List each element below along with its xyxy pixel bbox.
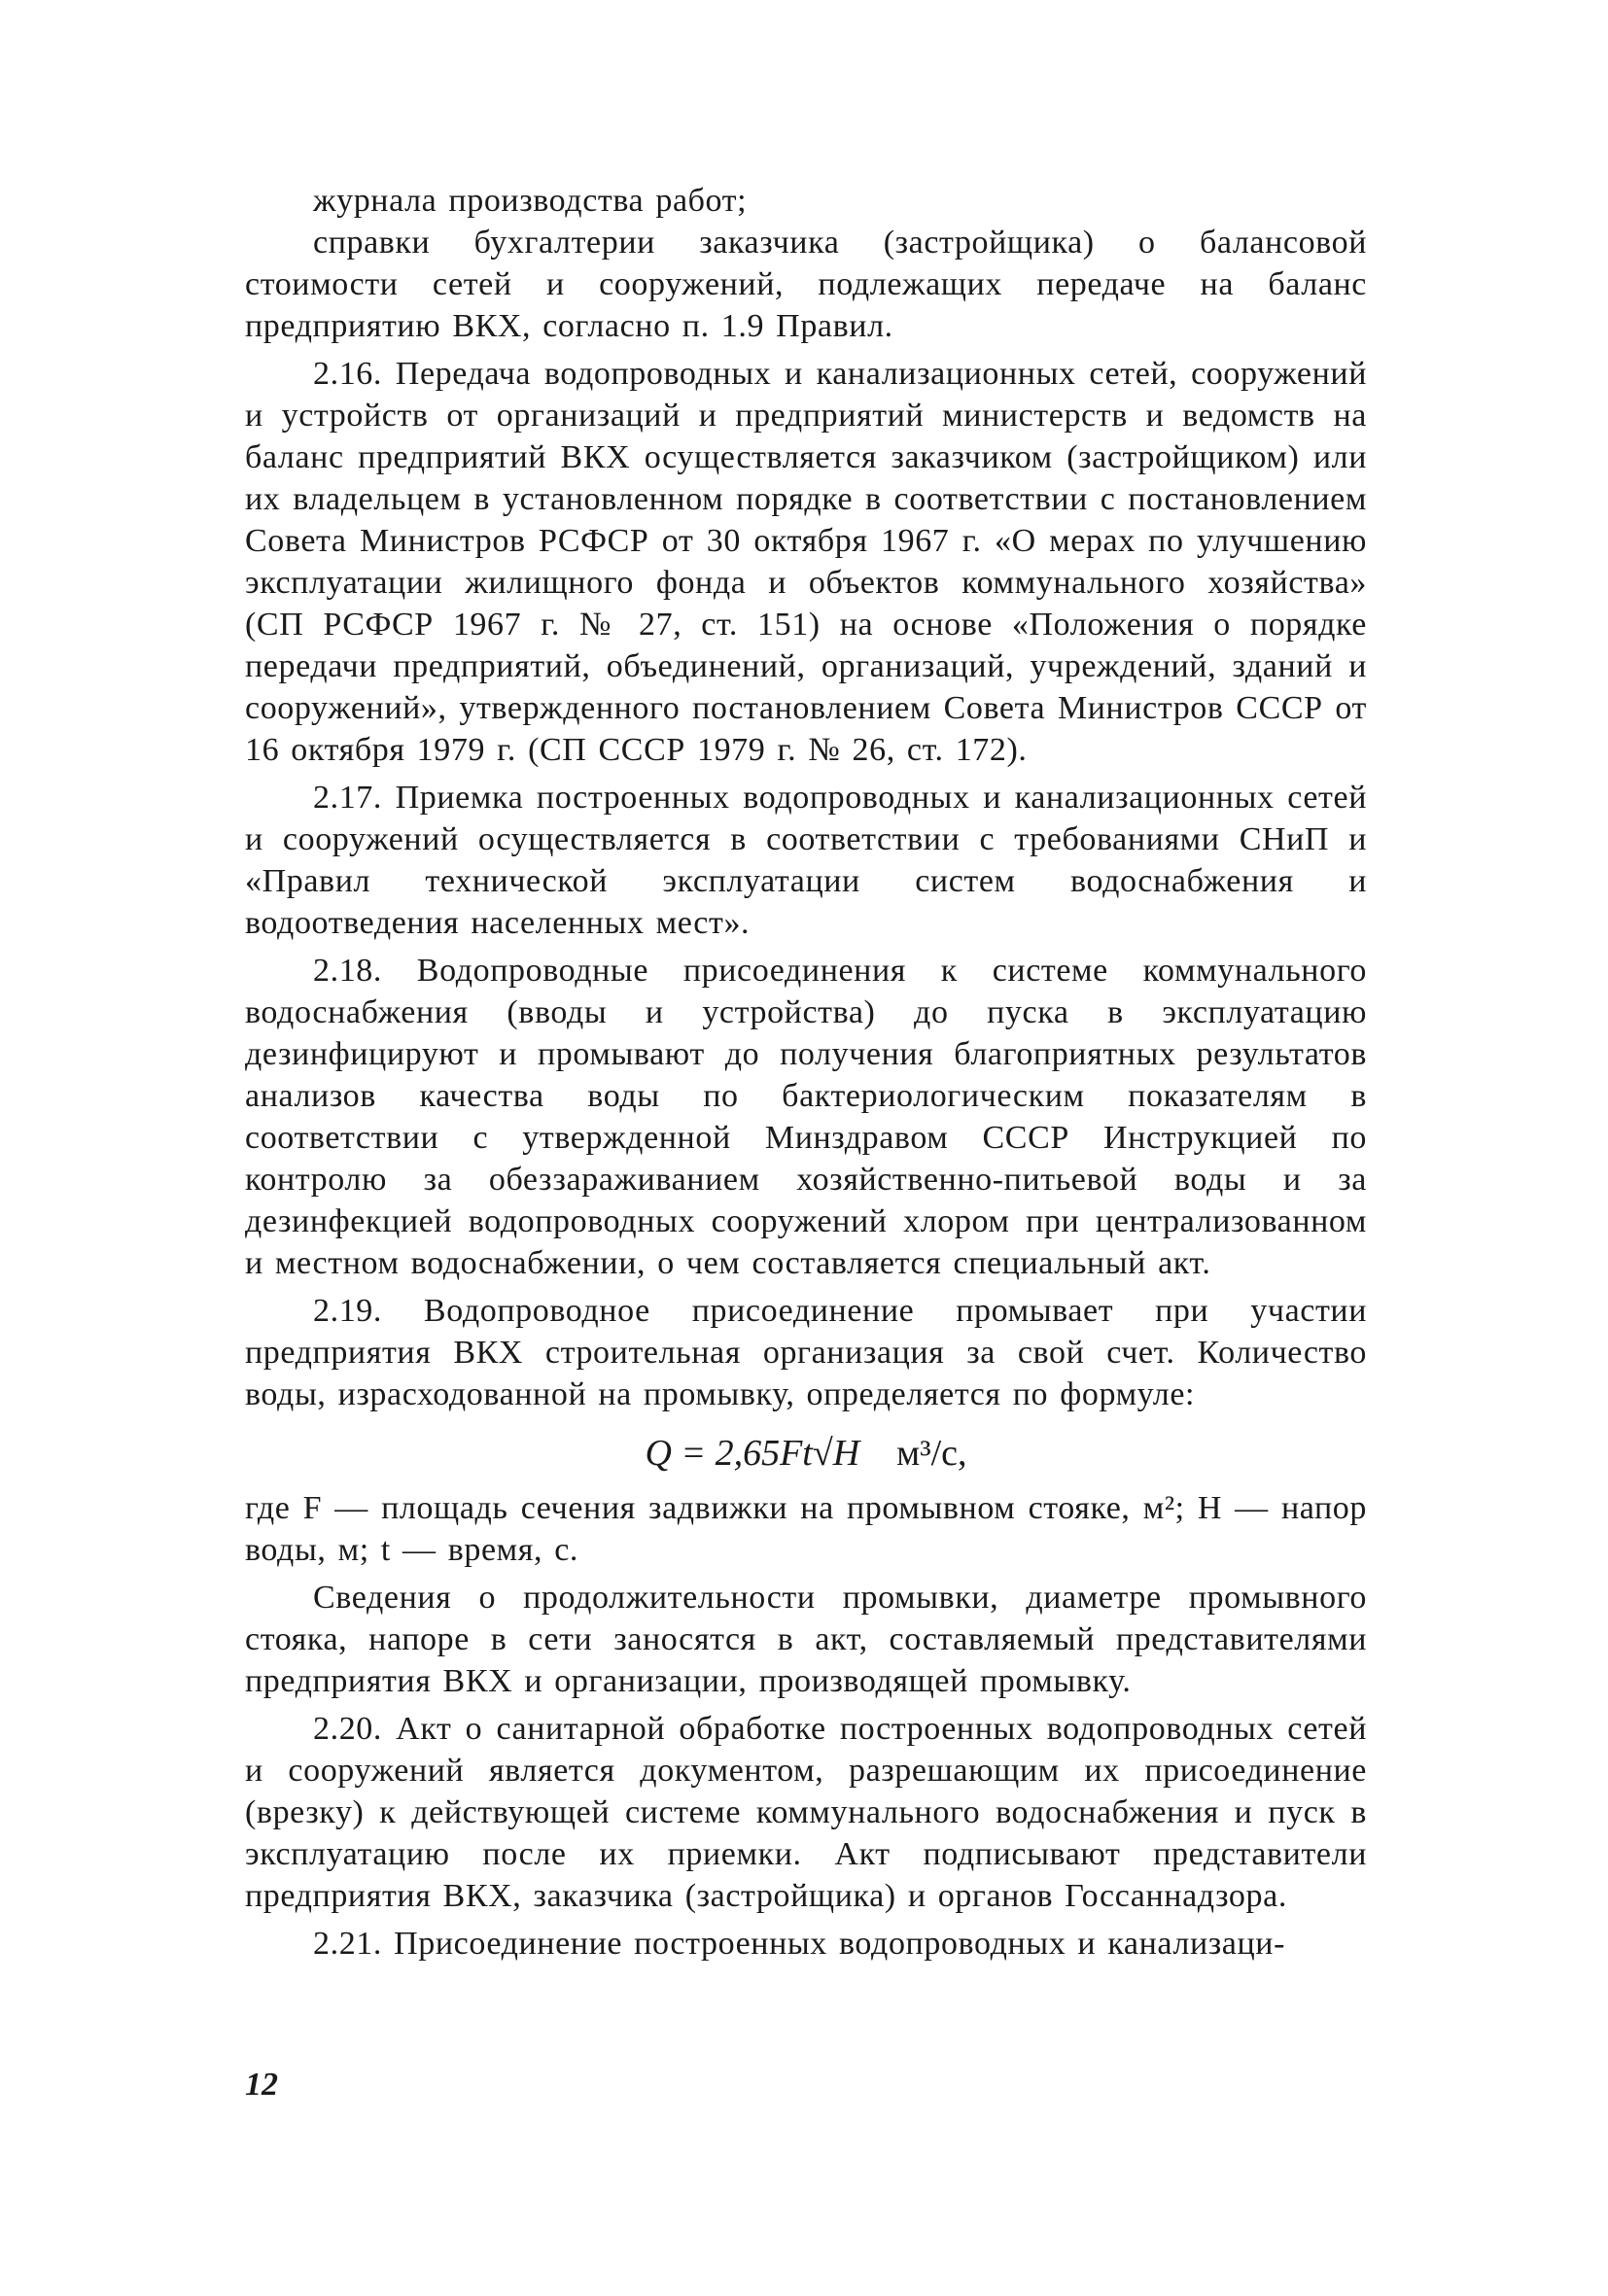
flush-volume-formula: [245, 1429, 1367, 1478]
paragraph-formula-legend: где F — площадь сечения задвижки на промывном стояке, м²; H — напор воды, м; t — время, с.: [245, 1490, 1367, 1568]
paragraph-flush-info: Сведения о продолжительности промывки, диаметре промывного стояка, напоре в сети заносятся в акт, составляемый представителями предприятия ВКХ и организации, производящей промывку.: [245, 1580, 1367, 1699]
formula-unit: м³/с,: [896, 1433, 967, 1474]
paragraph-2-19: 2.19. Водопроводное присоединение промывает при участии предприятия ВКХ строительная организация за свой счет. Количество воды, израсходованной на промывку, определяется по формуле:: [245, 1293, 1367, 1412]
paragraph-2-20: 2.20. Акт о санитарной обработке построенных водопроводных сетей и сооружений является документом, разрешающим их присоединение (врезку) к действующей системе коммунального водоснабжения и пуск в эксплуатацию после их приемки. Акт подписывают представители предприятия ВКХ, заказчика (застройщика) и органов Госсаннадзора.: [245, 1711, 1367, 1914]
paragraph-2-18: 2.18. Водопроводные присоединения к системе коммунального водоснабжения (вводы и устройства) до пуска в эксплуатацию дезинфицируют и промывают до получения благоприятных результатов анализов качества воды по бактериологическим показателям в соответствии с утвержденной Минздравом СССР Инструкцией по контролю за обеззараживанием хозяйственно-питьевой воды и за дезинфекцией водопроводных сооружений хлором при централизованном и местном водоснабжении, о чем составляется специальный акт.: [245, 953, 1367, 1281]
paragraph-2-16: 2.16. Передача водопроводных и канализационных сетей, сооружений и устройств от организаций и предприятий министерств и ведомств на баланс предприятий ВКХ осуществляется заказчиком (застройщиком) или их владельцем в установленном порядке в соответствии с постановлением Совета Министров РСФСР от 30 октября 1967 г. «О мерах по улучшению эксплуатации жилищного фонда и объектов коммунального хозяйства» (СП РСФСР 1967 г. № 27, ст. 151) на основе «Положения о порядке передачи предприятий, объединений, организаций, учреждений, зданий и сооружений», утвержденного постановлением Совета Министров СССР от 16 октября 1979 г. (СП СССР 1979 г. № 26, ст. 172).: [245, 356, 1367, 768]
document-page: [245, 180, 1367, 1965]
paragraph-accounting-certificate: справки бухгалтерии заказчика (застройщика) о балансовой стоимости сетей и сооружений, подлежащих передаче на баланс предприятию ВКХ, согласно п. 1.9 Правил.: [245, 225, 1367, 344]
paragraph-2-21: 2.21. Присоединение построенных водопроводных и канализаци-: [313, 1926, 1285, 1962]
paragraph-2-17: 2.17. Приемка построенных водопроводных и канализационных сетей и сооружений осуществляется в соответствии с требованиями СНиП и «Правил технической эксплуатации систем водоснабжения и водоотведения населенных мест».: [245, 780, 1367, 941]
paragraph-journal: журнала производства работ;: [313, 183, 748, 219]
formula-expression: Q = 2,65Ft√H: [645, 1433, 860, 1474]
page-number: 12: [245, 2067, 278, 2103]
